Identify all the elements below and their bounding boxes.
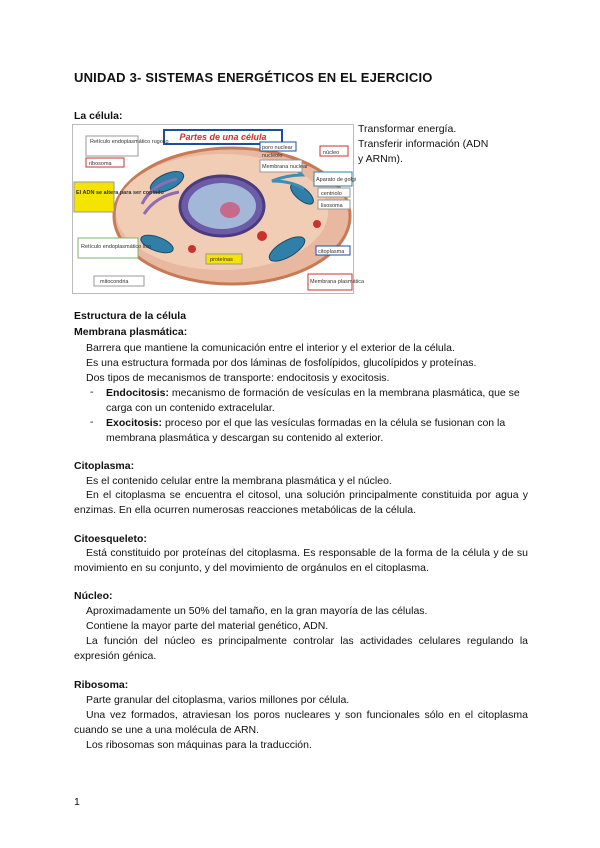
citoplasma-heading: Citoplasma: bbox=[74, 460, 135, 472]
figure-title: Partes de una célula bbox=[179, 132, 267, 142]
ribosoma-line-2: Una vez formados, atraviesan los poros nucleares y son funcionales sólo en el citoplasma cuando se une a una molécula de ARN. bbox=[74, 709, 528, 736]
nucleo-line-1: Aproximadamente un 50% del tamaño, en la gran mayoría de las células. bbox=[86, 605, 428, 617]
bullet-endocitosis bbox=[106, 386, 528, 416]
membrana-line-1: Barrera que mantiene la comunicación entre el interior y el exterior de la célula. bbox=[86, 342, 455, 354]
citoplasma-line-1: Es el contenido celular entre la membrana plasmática y el núcleo. bbox=[86, 475, 392, 487]
label-membrana-nuclear: Membrana nuclear bbox=[262, 164, 308, 170]
cell-functions bbox=[358, 122, 530, 167]
bullet-text: mecanismo de formación de vesículas en la membrana plasmática, que se carga con un contenido extracelular. bbox=[106, 387, 520, 414]
label-centriolo: centriolo bbox=[321, 191, 342, 197]
document-title: UNIDAD 3- SISTEMAS ENERGÉTICOS EN EL EJERCICIO bbox=[74, 70, 433, 85]
label-adn-note: El ADN se altera para ser copiado bbox=[76, 190, 164, 196]
label-citoplasma: citoplasma bbox=[318, 249, 345, 255]
nucleo-heading: Núcleo: bbox=[74, 590, 113, 602]
bullet-exocitosis bbox=[106, 416, 528, 446]
membrana-line-3: Dos tipos de mecanismos de transporte: endocitosis y exocitosis. bbox=[86, 372, 390, 384]
function-line: Transferir información (ADN bbox=[358, 138, 489, 150]
bullet-dash: - bbox=[90, 386, 94, 398]
membrana-heading: Membrana plasmática: bbox=[74, 326, 188, 338]
function-line: Transformar energía. bbox=[358, 123, 457, 135]
ribosoma-line-3: Los ribosomas son máquinas para la traducción. bbox=[86, 739, 312, 751]
bullet-term: Exocitosis: bbox=[106, 417, 163, 429]
membrana-line-2: Es una estructura formada por dos láminas de fosfolípidos, glucolípidos y proteínas. bbox=[86, 357, 477, 369]
structure-heading: Estructura de la célula bbox=[74, 310, 187, 322]
label-golgi: Aparato de golgi bbox=[316, 177, 357, 183]
label-poro-nuclear: poro nuclear bbox=[262, 145, 293, 151]
label-nucleo: núcleo bbox=[323, 150, 340, 156]
label-mitocondria: mitocondria bbox=[100, 279, 129, 285]
citoesqueleto-line-1: Está constituido por proteínas del citoplasma. Es responsable de la forma de la célula y de su movimiento en su conjunto, y del movimiento de orgánulos en el citoplasma. bbox=[74, 547, 528, 574]
label-reticulo-rugoso: Retículo endoplasmático rugoso bbox=[90, 139, 169, 145]
label-lisosoma: lisosoma bbox=[321, 203, 343, 209]
cell-illustration bbox=[72, 124, 365, 294]
nucleo-line-3: La función del núcleo es principalmente controlar las actividades celulares regulando la expresión génica. bbox=[74, 635, 528, 662]
ribosoma-heading: Ribosoma: bbox=[74, 679, 129, 691]
ribosoma-line-1: Parte granular del citoplasma, varios millones por célula. bbox=[86, 694, 350, 706]
label-membrana-plasmatica: Membrana plasmática bbox=[310, 279, 365, 285]
cell-diagram bbox=[72, 124, 365, 294]
bullet-term: Endocitosis: bbox=[106, 387, 170, 399]
citoplasma-line-2: En el citoplasma se encuentra el citosol, una solución principalmente constituida por agua y enzimas. En ella ocurren numerosas reacciones metabólicas de la célula. bbox=[74, 489, 528, 516]
label-proteinas: proteínas bbox=[210, 257, 233, 263]
bullet-text: proceso por el que las vesículas formadas en la célula se fusionan con la membrana plasmática y descargan su contenido al exterior. bbox=[106, 417, 506, 444]
page-number: 1 bbox=[74, 796, 80, 808]
label-ribosoma: ribosoma bbox=[89, 161, 112, 167]
nucleo-line-2: Contiene la mayor parte del material genético, ADN. bbox=[86, 620, 329, 632]
cell-heading: La célula: bbox=[74, 110, 123, 122]
nucleolus-shape bbox=[220, 202, 240, 218]
bullet-dash: - bbox=[90, 416, 94, 428]
function-line: y ARNm). bbox=[358, 153, 403, 165]
citoesqueleto-heading: Citoesqueleto: bbox=[74, 533, 147, 545]
label-nucleolo: nucleolo bbox=[262, 153, 283, 159]
label-reticulo-liso: Retículo endoplasmático liso bbox=[81, 244, 152, 250]
